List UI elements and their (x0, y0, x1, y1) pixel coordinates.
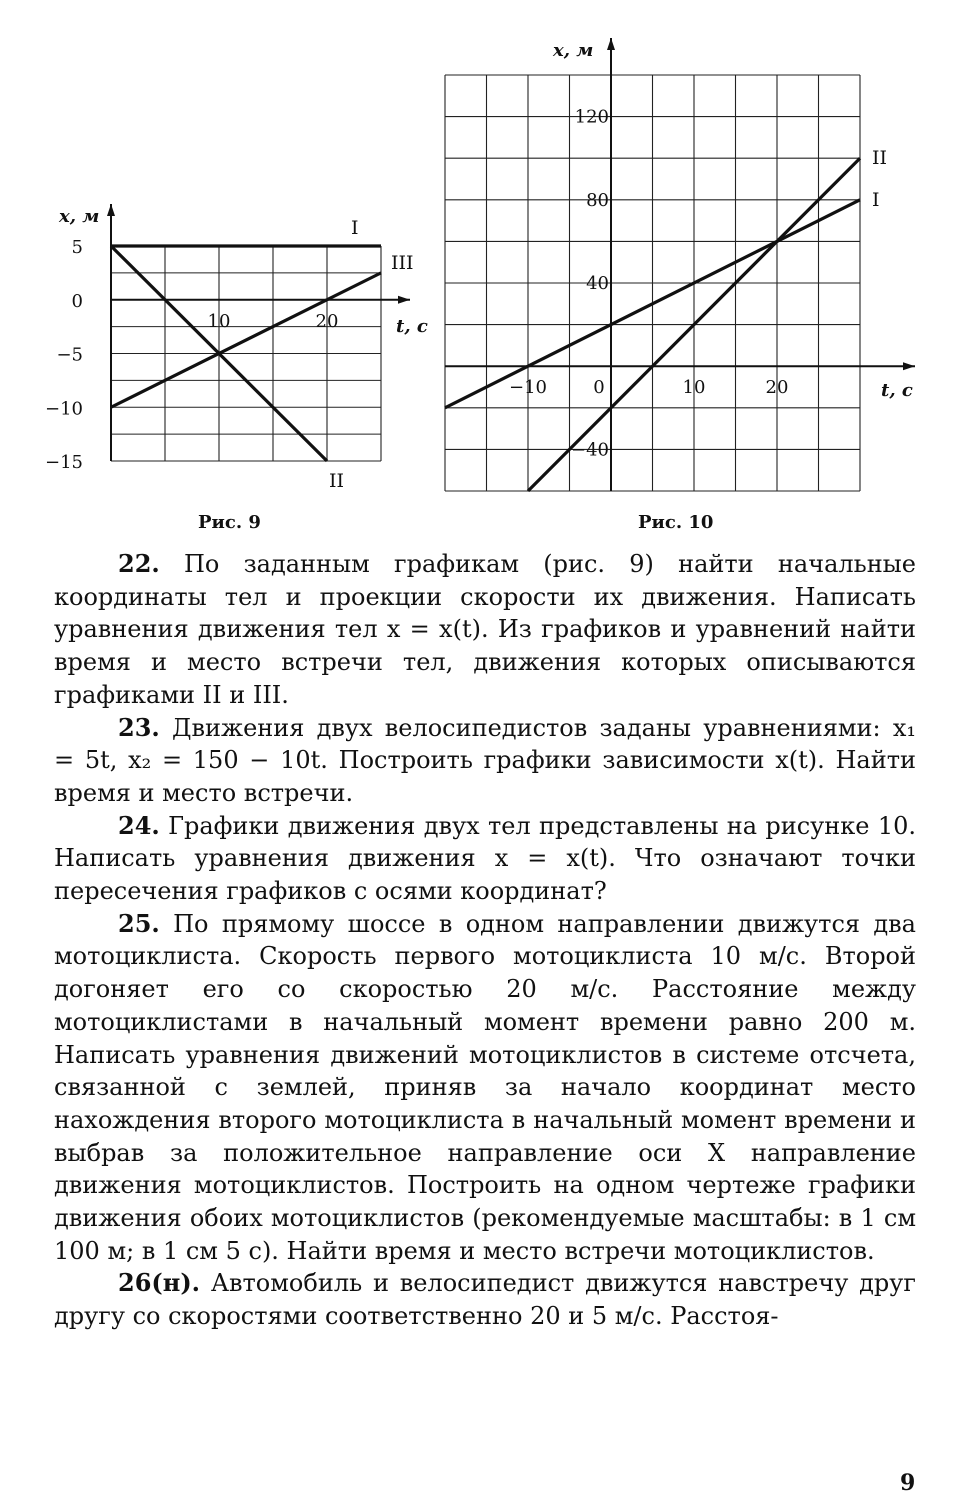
y-tick-label: −10 (45, 398, 83, 420)
problem-number: 26(н). (118, 1268, 201, 1298)
problem-number: 23. (118, 712, 160, 742)
x-axis-label: t, с (881, 380, 913, 402)
problem-text: Движения двух велосипедистов заданы уравнениями: x₁ = 5t, x₂ = 150 − 10t. Построить графики зависимости x(t). Найти время и место встречи. (54, 713, 916, 807)
problem-22 (54, 548, 916, 712)
y-axis-arrow (607, 38, 615, 50)
figure-9-chart (30, 190, 428, 500)
y-tick-label: −40 (571, 439, 609, 461)
x-tick-label: −10 (509, 377, 547, 399)
y-tick-label: 5 (71, 237, 83, 258)
y-axis-label: x, м (59, 206, 100, 227)
problem-24 (54, 810, 916, 908)
problem-text: Автомобиль и велосипедист движутся навстречу друг другу со скоростями соответственно 20 и 5 м/с. Расстоя- (54, 1269, 916, 1331)
x-axis-label: t, с (396, 315, 428, 337)
figure-9-caption: Рис. 9 (198, 512, 261, 533)
problem-23 (54, 712, 916, 810)
problem-text: По заданным графикам (рис. 9) найти начальные координаты тел и проекции скорости их движения. Написать уравнения движения тел x = x(t). Из графиков и уравнений найти время и место встречи тел, движения которых описываются графиками II и III. (54, 550, 916, 709)
problem-text: Графики движения двух тел представлены на рисунке 10. Написать уравнения движения x = x(t). Что означают точки пересечения графиков с осями координат? (54, 811, 916, 906)
x-tick-label: 10 (682, 377, 706, 399)
y-tick-label: 80 (586, 189, 609, 211)
x-tick-label: 20 (315, 310, 339, 332)
x-tick-label: 20 (765, 377, 789, 399)
series-label: II (872, 147, 888, 170)
y-tick-label: −15 (45, 452, 83, 473)
x-axis-arrow (903, 362, 915, 370)
figure-10-caption: Рис. 10 (638, 512, 714, 533)
problem-number: 24. (118, 810, 160, 840)
x-axis-arrow (398, 296, 410, 304)
series-label: I (351, 217, 359, 239)
problem-26 (54, 1267, 916, 1332)
x-tick-label: 10 (207, 310, 231, 332)
series-label: II (329, 470, 345, 492)
series-label: I (872, 188, 880, 211)
y-tick-label: 0 (71, 290, 83, 312)
problem-number: 25. (118, 908, 160, 938)
page-number: 9 (900, 1470, 916, 1496)
x-tick-label: 0 (593, 377, 605, 399)
y-tick-label: −5 (56, 344, 83, 366)
problem-25 (54, 908, 916, 1268)
series-line-iii (111, 273, 381, 407)
series-label: III (391, 251, 414, 274)
y-tick-label: 40 (586, 273, 609, 294)
y-axis-arrow (107, 204, 115, 216)
figure-10-chart (420, 20, 930, 510)
problem-number: 22. (118, 549, 160, 578)
problem-list (54, 548, 916, 1333)
y-axis-label: x, м (553, 40, 594, 61)
y-tick-label: 120 (574, 106, 609, 128)
problem-text: По прямому шоссе в одном направлении движутся два мотоциклиста. Скорость первого мотоциклиста 10 м/с. Второй догоняет его со скоростью 20 м/с. Расстояние между мотоциклистами в начальный момент времени равно 200 м. Написать уравнения движений мотоциклистов в системе отсчета, связанной с землей, приняв за начало координат место нахождения второго мотоциклиста в начальный момент времени и выбрав за положительное направление оси X направление движения мотоциклистов. Построить на одном чертеже графики движения обоих мотоциклистов (рекомендуемые масштабы: в 1 см 100 м; в 1 см 5 с). Найти время и место встречи мотоциклистов. (54, 909, 916, 1265)
